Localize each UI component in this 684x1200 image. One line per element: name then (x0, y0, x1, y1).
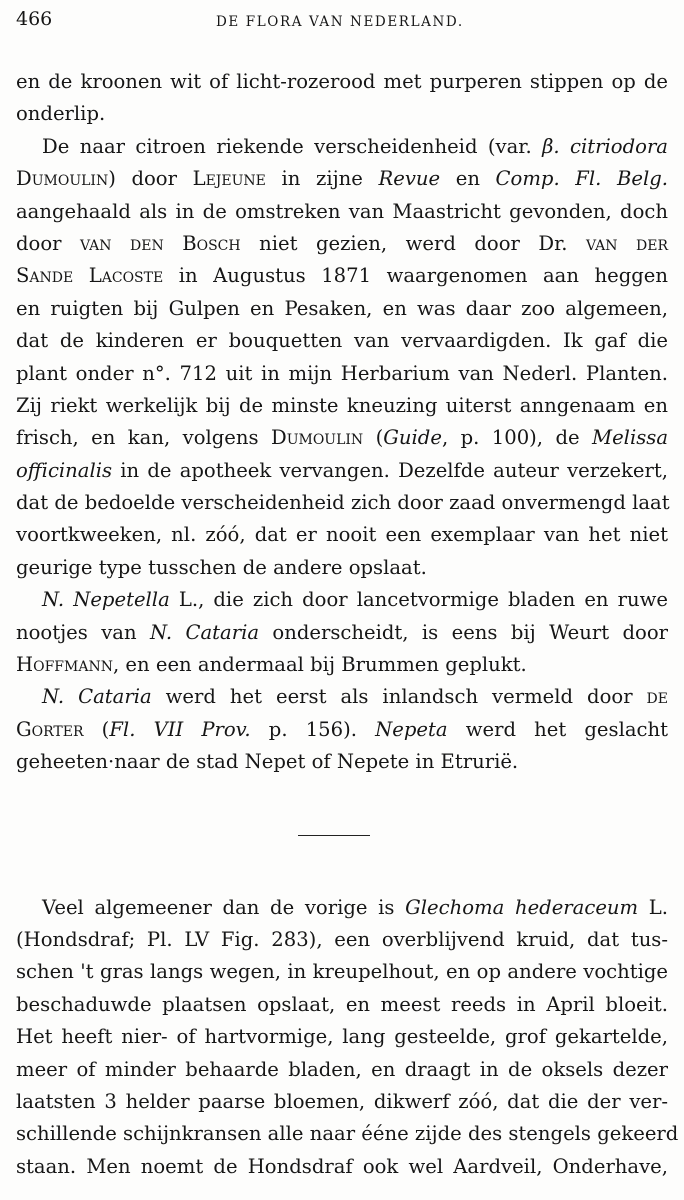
text-line (16, 617, 668, 649)
italic-text: Glechoma hederaceum (405, 895, 639, 919)
text-run: p. 156). (250, 717, 376, 741)
page-body (16, 66, 679, 1183)
text-run: dat de kinderen er bouquetten van vervaardigden. Ik gaf die (16, 329, 668, 353)
text-run: De naar citroen riekende verscheidenheid (var. (42, 134, 543, 158)
text-line (16, 681, 668, 713)
text-line (16, 1021, 668, 1053)
italic-text: Fl. VII Prov. (109, 717, 251, 741)
text-run: aangehaald als in de omstreken van Maastricht gevonden, doch (16, 199, 668, 223)
italic-text: officinalis (16, 458, 113, 482)
text-line (16, 584, 668, 616)
small-caps-name: Hoffmann (16, 653, 113, 677)
text-run: geheeten·naar de stad Nepet of Nepete in Etrurië. (16, 750, 519, 774)
text-run: in Augustus 1871 waargenomen aan heggen (163, 264, 668, 288)
text-line (16, 552, 668, 584)
text-line (16, 390, 668, 422)
text-line (16, 422, 668, 454)
small-caps-name: Dumoulin (16, 167, 109, 191)
text-line (16, 892, 668, 924)
text-run (164, 232, 183, 255)
text-run: dat de bedoelde verscheidenheid zich door zaad onvermengd laat (16, 491, 670, 515)
text-run: werd het eerst als inlandsch vermeld door (151, 685, 647, 709)
small-caps-name: van der (586, 231, 669, 255)
text-run: door (16, 231, 80, 255)
italic-text: Revue (378, 167, 441, 191)
small-caps-name: Gorter (16, 717, 84, 741)
spacer (16, 779, 668, 835)
text-run: Het heeft nier- of hartvormige, lang gesteelde, grof gekartelde, (16, 1025, 668, 1049)
text-run: schillende schijnkransen alle naar ééne zijde des stengels gekeerd (16, 1122, 679, 1146)
text-line (16, 1054, 668, 1086)
text-run: en ruigten bij Gulpen en Pesaken, en was daar zoo algemeen, (16, 296, 668, 320)
text-line (16, 989, 668, 1021)
text-line (16, 1086, 668, 1118)
text-run: L. (638, 895, 669, 919)
paragraph (16, 584, 668, 681)
italic-text: Guide (383, 426, 442, 450)
text-line (16, 746, 668, 778)
text-run: , p. 100), de (441, 426, 593, 450)
text-run: nootjes van (16, 620, 150, 644)
paragraph (16, 892, 679, 1184)
small-caps-name: Dumoulin (270, 426, 364, 450)
text-line (16, 487, 668, 519)
text-run: L., die zich door lancetvormige bladen en ruwe (169, 588, 668, 612)
small-caps-name: Sande Lacoste (16, 264, 164, 288)
text-run: ( (83, 717, 110, 741)
page-header (16, 8, 668, 38)
text-run: en de kroonen wit of licht-rozerood met purperen stippen op de (16, 70, 668, 93)
text-line (16, 131, 668, 163)
italic-text: N. Cataria (149, 620, 260, 644)
text-run: (Hondsdraf; Pl. LV Fig. 283), een overblijvend kruid, dat tus- (16, 927, 668, 951)
text-run: staan. Men noemt de Hondsdraf ook wel Aardveil, Onderhave, (16, 1154, 668, 1178)
text-line (16, 358, 668, 390)
small-caps-name: Bosch (182, 231, 241, 255)
text-line (16, 714, 668, 746)
italic-text: N. Nepetella (42, 588, 170, 612)
text-run: onderscheidt, is eens bij Weurt door (259, 620, 669, 644)
text-line (16, 260, 668, 292)
text-run: ( (363, 426, 384, 450)
text-line (16, 98, 668, 130)
small-caps-name: van den (80, 231, 164, 255)
text-line (16, 1118, 679, 1150)
text-run: geurige type tusschen de andere opslaat. (16, 555, 427, 579)
text-line (16, 293, 668, 325)
text-line (16, 325, 668, 357)
text-run: in zijne (265, 167, 379, 191)
text-line (16, 519, 668, 551)
paragraph (16, 131, 668, 584)
text-line (16, 956, 668, 988)
text-line (16, 924, 668, 956)
small-caps-name: Lejeune (192, 167, 266, 191)
text-run: onderlip. (16, 102, 106, 126)
italic-text: Comp. Fl. Belg. (495, 167, 669, 191)
text-line (16, 455, 668, 487)
text-run: Zij riekt werkelijk bij de minste kneuzing uiterst anngenaam en (16, 393, 668, 417)
running-head: DE FLORA VAN NEDERLAND. (216, 14, 464, 30)
text-run: voortkweeken, nl. zóó, dat er nooit een exemplaar van het niet (16, 523, 668, 547)
italic-text: Melissa (592, 426, 668, 450)
text-line (16, 1151, 668, 1183)
text-run: plant onder n°. 712 uit in mijn Herbarium van Nederl. Planten. (16, 361, 668, 385)
italic-text: N. Cataria (42, 685, 152, 709)
text-run: beschaduwde plaatsen opslaat, en meest reeds in April bloeit. (16, 992, 668, 1016)
paragraph (16, 681, 668, 778)
text-line (16, 66, 668, 98)
small-caps-name: de (646, 685, 668, 709)
italic-text: β. citriodora (542, 134, 668, 158)
spacer (16, 836, 668, 892)
text-line (16, 649, 668, 681)
italic-text: Nepeta (375, 717, 448, 741)
text-line (16, 163, 668, 195)
text-run: laatsten 3 helder paarse bloemen, dikwerf zóó, dat die der ver- (16, 1089, 668, 1113)
text-run: ) door (108, 167, 193, 191)
paragraph (16, 66, 668, 131)
page-number: 466 (16, 8, 53, 30)
text-run: niet gezien, werd door Dr. (240, 231, 587, 255)
text-line (16, 228, 668, 260)
text-run: en (440, 167, 496, 191)
text-run: werd het geslacht (447, 717, 668, 741)
text-line (16, 196, 668, 228)
text-run: schen 't gras langs wegen, in kreupelhout, en op andere vochtige (16, 960, 668, 984)
text-run: Veel algemeener dan de vorige is (42, 895, 406, 919)
text-run: , en een andermaal bij Brummen geplukt. (112, 653, 527, 677)
text-run: in de apotheek vervangen. Dezelfde auteur verzekert, (112, 458, 668, 482)
text-run: meer of minder behaarde bladen, en draagt in de oksels dezer (16, 1057, 668, 1081)
text-run: frisch, en kan, volgens (16, 426, 271, 450)
